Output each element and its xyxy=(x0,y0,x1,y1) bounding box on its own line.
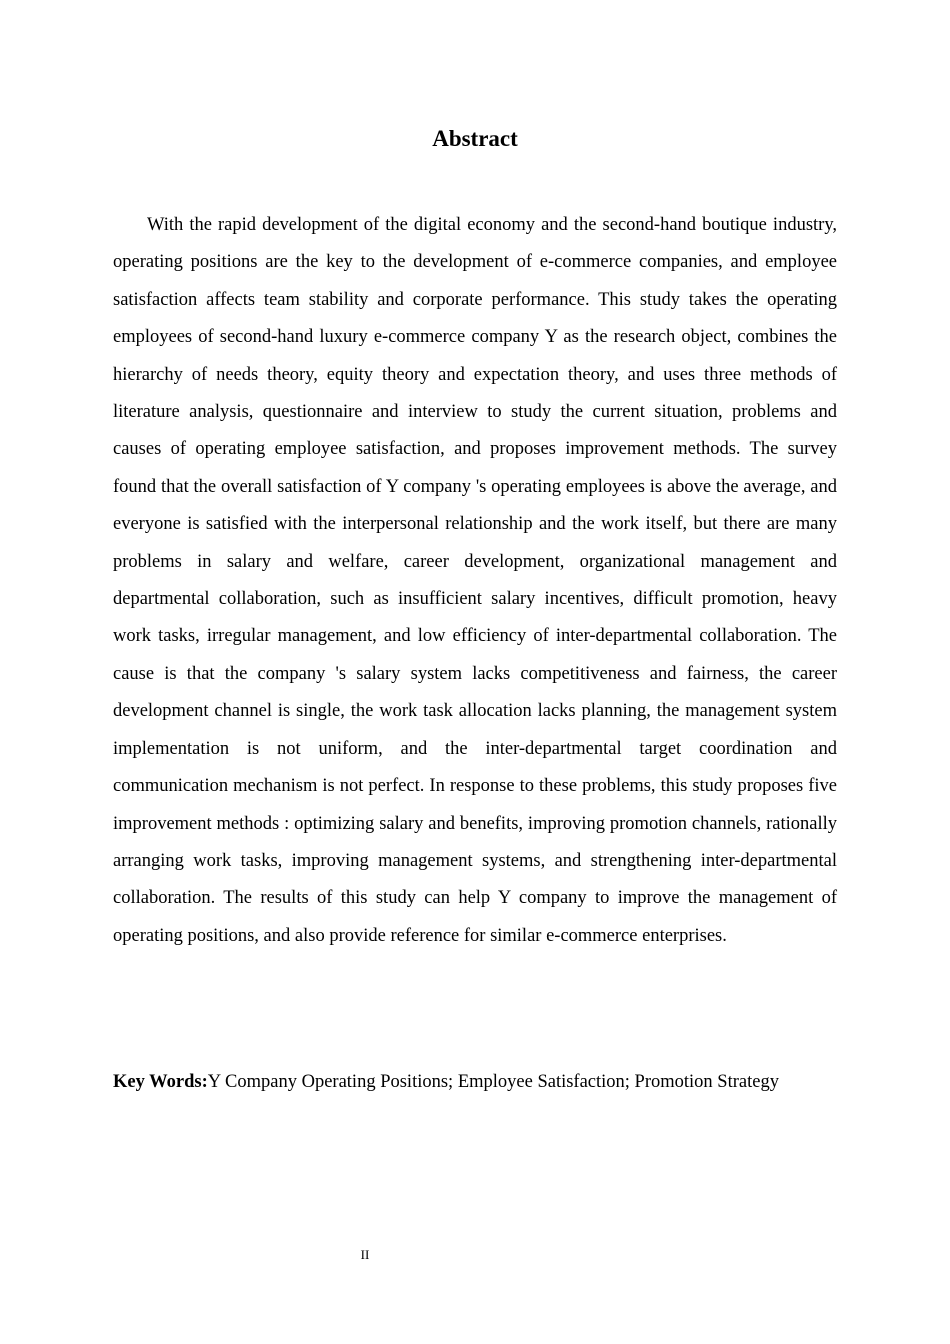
abstract-title: Abstract xyxy=(432,126,518,151)
keywords-label: Key Words: xyxy=(113,1072,208,1092)
abstract-body: With the rapid development of the digital economy and the second-hand boutique industry, operating positions are the key to the development of e-commerce companies, and employee satisfaction affects team stability and corporate performance. This study takes the operating employees of second-hand luxury e-commerce company Y as the research object, combines the hierarchy of needs theory, equity theory and expectation theory, and uses three methods of literature analysis, questionnaire and interview to study the current situation, problems and causes of operating employee satisfaction, and proposes improvement methods. The survey found that the overall satisfaction of Y company 's operating employees is above the average, and everyone is satisfied with the interpersonal relationship and the work itself, but there are many problems in salary and welfare, career development, organizational management and departmental collaboration, such as insufficient salary incentives, difficult promotion, heavy work tasks, irregular management, and low efficiency of inter-departmental collaboration. The cause is that the company 's salary system lacks competitiveness and fairness, the career development channel is single, the work task allocation lacks planning, the management system implementation is not uniform, and the inter-departmental target coordination and communication mechanism is not perfect. In response to these problems, this study proposes five improvement methods : optimizing salary and benefits, improving promotion channels, rationally arranging work tasks, improving management systems, and strengthening inter-departmental collaboration. The results of this study can help Y company to improve the management of operating positions, and also provide reference for similar e-commerce enterprises. xyxy=(113,215,837,946)
page-number: II xyxy=(360,1247,370,1262)
keywords-text: Y Company Operating Positions; Employee Satisfaction; Promotion Strategy xyxy=(207,1072,779,1092)
keywords-paragraph xyxy=(113,1064,837,1101)
